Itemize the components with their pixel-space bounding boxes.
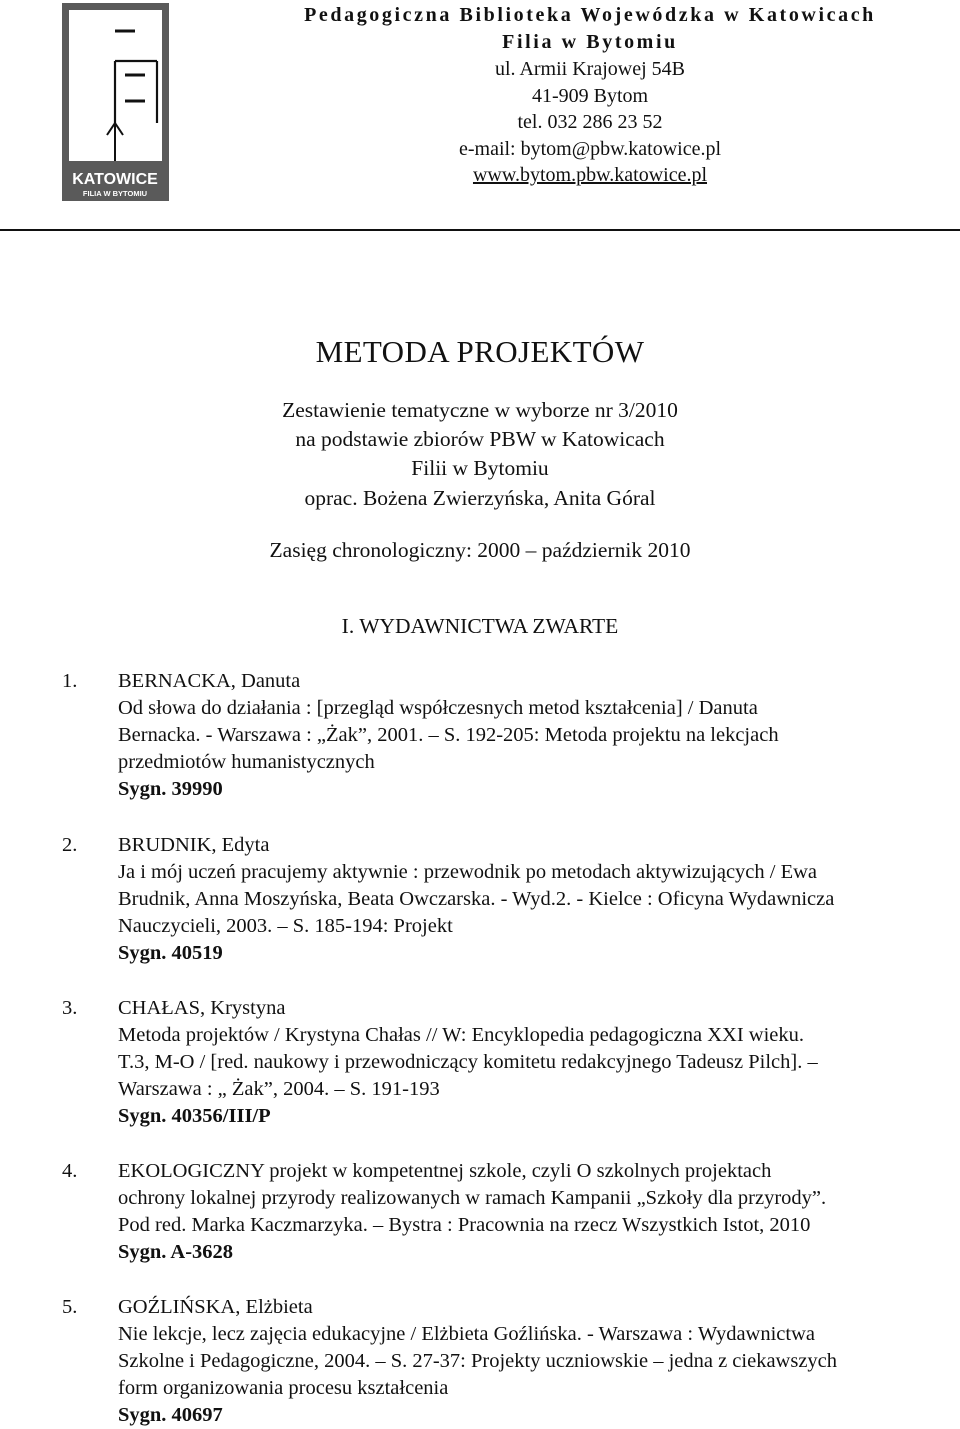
entry-author: GOŹLIŃSKA, Elżbieta: [118, 1296, 313, 1318]
bibliography-entry: [62, 668, 952, 803]
entry-line: Bernacka. - Warszawa : „Żak”, 2001. – S. 192-205: Metoda projektu na lekcjach: [118, 724, 779, 746]
entry-number: 4.: [62, 1160, 78, 1182]
library-logo: [62, 3, 169, 201]
library-website-link[interactable]: www.bytom.pbw.katowice.pl: [472, 164, 708, 186]
entry-line: Nauczycieli, 2003. – S. 185-194: Projekt: [118, 915, 453, 937]
entry-number: 2.: [62, 834, 78, 856]
entry-line: Szkolne i Pedagogiczne, 2004. – S. 27-37: Projekty uczniowskie – jedna z ciekawszych: [118, 1350, 838, 1372]
entry-number: 3.: [62, 997, 78, 1019]
entry-line: przedmiotów humanistycznych: [118, 751, 375, 773]
logo-text-branch: FILIA W BYTOMIU: [82, 189, 148, 198]
subtitle-line: na podstawie zbiorów PBW w Katowicach: [295, 427, 665, 452]
entry-line: Metoda projektów / Krystyna Chałas // W: Encyklopedia pedagogiczna XXI wieku.: [118, 1024, 804, 1046]
bibliography-entry: [62, 832, 952, 967]
library-logo-graphic: [62, 3, 169, 201]
section-heading: I. WYDAWNICTWA ZWARTE: [341, 614, 619, 638]
document-subtitle: [0, 396, 960, 513]
entry-line: Od słowa do działania : [przegląd współczesnych metod kształcenia] / Danuta: [118, 697, 758, 719]
entry-line: Ja i mój uczeń pracujemy aktywnie : przewodnik po metodach aktywizujących / Ewa: [118, 861, 818, 883]
subtitle-line: Filii w Bytomiu: [411, 456, 549, 481]
entry-author: CHAŁAS, Krystyna: [118, 997, 286, 1019]
entry-author: BERNACKA, Danuta: [118, 670, 301, 692]
entry-call-number: Sygn. A-3628: [118, 1241, 234, 1263]
entry-call-number: Sygn. 40519: [118, 942, 223, 964]
entry-author: EKOLOGICZNY projekt w kompetentnej szkole, czyli O szkolnych projektach: [118, 1160, 772, 1182]
subtitle-line: oprac. Bożena Zwierzyńska, Anita Góral: [304, 485, 656, 510]
entry-number: 1.: [62, 670, 78, 692]
library-name: Pedagogiczna Biblioteka Wojewódzka w Katowicach: [304, 4, 876, 26]
logo-text-city: KATOWICE: [72, 171, 158, 188]
entry-line: Nie lekcje, lecz zajęcia edukacyjne / Elżbieta Goźlińska. - Warszawa : Wydawnictwa: [118, 1323, 816, 1345]
entry-line: T.3, M-O / [red. naukowy i przewodniczący komitetu redakcyjnego Tadeusz Pilch]. –: [118, 1051, 818, 1073]
entry-call-number: Sygn. 40356/III/P: [118, 1105, 271, 1127]
entry-author: BRUDNIK, Edyta: [118, 834, 270, 856]
bibliography-entry: [62, 995, 952, 1130]
entry-line: ochrony lokalnej przyrody realizowanych w ramach Kampanii „Szkoły dla przyrody”.: [118, 1187, 827, 1209]
bibliography-entry: [62, 1294, 952, 1429]
entry-number: 5.: [62, 1296, 78, 1318]
library-phone: tel. 032 286 23 52: [517, 111, 663, 133]
library-postal: 41-909 Bytom: [531, 84, 649, 107]
library-contact-block: [220, 2, 960, 189]
entry-call-number: Sygn. 40697: [118, 1404, 223, 1426]
entry-line: Warszawa : „ Żak”, 2004. – S. 191-193: [118, 1078, 440, 1100]
entry-line: Brudnik, Anna Moszyńska, Beata Owczarska. - Wyd.2. - Kielce : Oficyna Wydawnicza: [118, 888, 835, 910]
library-email[interactable]: e-mail: bytom@pbw.katowice.pl: [458, 137, 722, 160]
bibliography-entry: [62, 1158, 952, 1266]
entry-line: Pod red. Marka Kaczmarzyka. – Bystra : Pracownia na rzecz Wszystkich Istot, 2010: [118, 1214, 811, 1236]
header-divider: [0, 229, 960, 231]
library-branch: Filia w Bytomiu: [502, 31, 678, 53]
entry-call-number: Sygn. 39990: [118, 778, 223, 800]
entry-line: form organizowania procesu kształcenia: [118, 1377, 449, 1399]
library-address: ul. Armii Krajowej 54B: [495, 58, 685, 80]
chronological-range: Zasięg chronologiczny: 2000 – październik 2010: [269, 538, 691, 562]
subtitle-line: Zestawienie tematyczne w wyborze nr 3/2010: [282, 398, 678, 422]
document-title: METODA PROJEKTÓW: [315, 334, 645, 369]
